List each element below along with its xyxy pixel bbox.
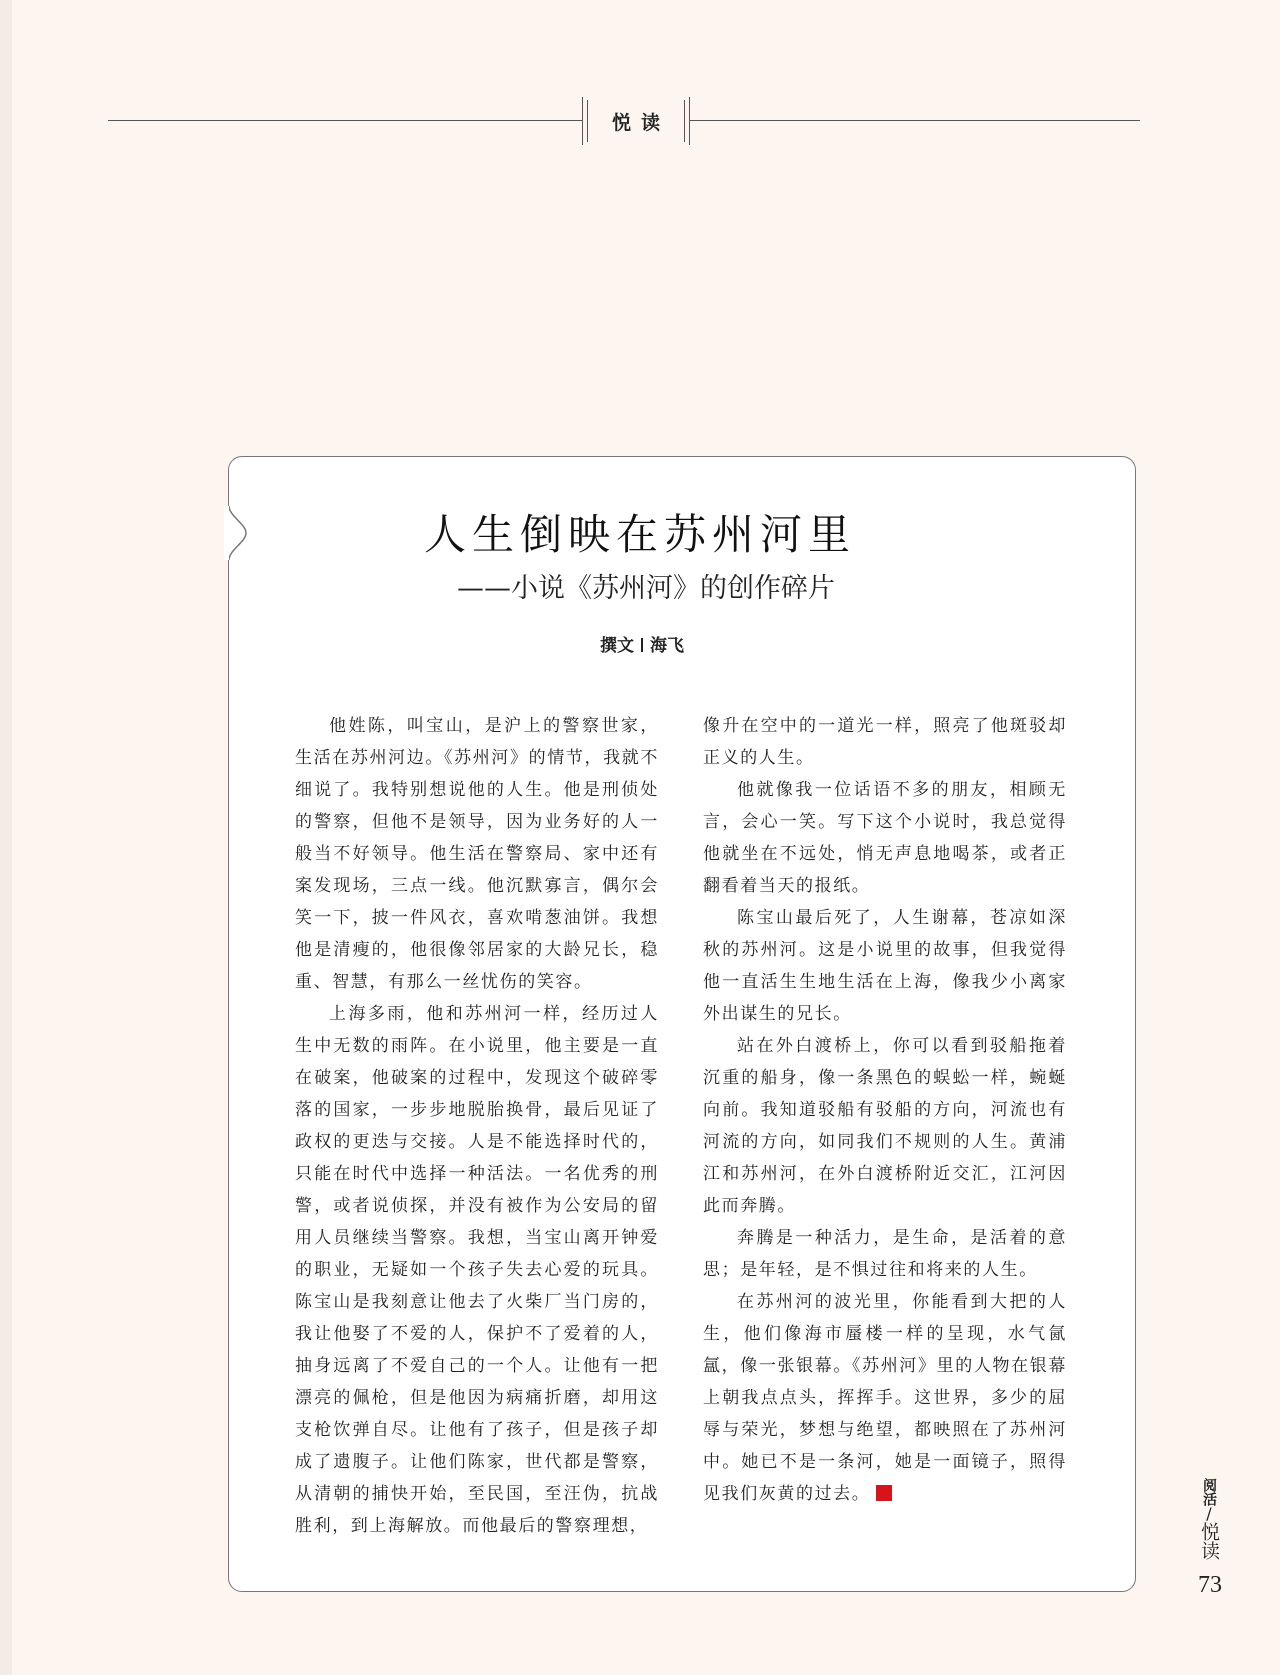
end-of-article-mark: [876, 1485, 892, 1501]
paragraph-continued: 像升在空中的一道光一样，照亮了他斑驳却正义的人生。: [703, 716, 1067, 768]
paragraph: 他姓陈，叫宝山，是沪上的警察世家，生活在苏州河边。《苏州河》的情节，我就不细说了。我特别想说他的人生。他是刑侦处的警察，但他不是领导，因为业务好的人一般当不好领导。他生活在警察局、家中还有案发现场，三点一线。他沉默寡言，偶尔会笑一下，披一件风衣，喜欢啃葱油饼。我想他是清瘦的，他很像邻居家的大龄兄长，稳重、智慧，有那么一丝忧伤的笑容。: [295, 716, 659, 992]
article-subtitle: ——小说《苏州河》的创作碎片: [457, 573, 835, 604]
paragraph: 他就像我一位话语不多的朋友，相顾无言，会心一笑。写下这个小说时，我总觉得他就坐在不远处，悄无声息地喝茶，或者正翻看着当天的报纸。: [703, 780, 1067, 896]
byline: [0, 631, 1280, 656]
final-paragraph: [703, 1286, 1067, 1510]
magazine-column-tag: [1196, 1478, 1222, 1560]
header-rule-right: [690, 120, 1140, 121]
article-title: 人生倒映在苏州河里: [423, 510, 856, 559]
page-number: 73: [1198, 1572, 1222, 1598]
author-name: 海飞: [650, 636, 684, 656]
page-edge-strip: [0, 0, 12, 1675]
column-name: 悦读: [1198, 1522, 1220, 1560]
section-header-box: [582, 97, 690, 145]
paragraph: 站在外白渡桥上，你可以看到驳船拖着沉重的船身，像一条黑色的蜈蚣一样，蜿蜒向前。我知道驳船有驳船的方向，河流也有河流的方向，如同我们不规则的人生。黄浦江和苏州河，在外白渡桥附近交汇，江河因此而奔腾。: [703, 1036, 1067, 1216]
body-column-left: [295, 710, 659, 1542]
paragraph: 奔腾是一种活力，是生命，是活着的意思；是年轻，是不惧过往和将来的人生。: [703, 1228, 1067, 1280]
magazine-name: 阅活: [1201, 1478, 1217, 1506]
body-column-right: [703, 710, 1067, 1510]
header-rule-left: [108, 120, 582, 121]
final-paragraph-text: 在苏州河的波光里，你能看到大把的人生，他们像海市蜃楼一样的呈现，水气氤氲，像一张银幕。《苏州河》里的人物在银幕上朝我点点头，挥挥手。这世界，多少的屈辱与荣光，梦想与绝望，都映照在了苏州河中。她已不是一条河，她是一面镜子，照得见我们灰黄的过去。: [703, 1292, 1067, 1504]
tag-slash: /: [1206, 1504, 1212, 1523]
section-label: 悦读: [611, 111, 670, 134]
paragraph: 陈宝山最后死了，人生谢幕，苍凉如深秋的苏州河。这是小说里的故事，但我觉得他一直活生生地生活在上海，像我少小离家外出谋生的兄长。: [703, 908, 1067, 1024]
byline-separator: [641, 638, 643, 652]
paragraph: 上海多雨，他和苏州河一样，经历过人生中无数的雨阵。在小说里，他主要是一直在破案，他破案的过程中，发现这个破碎零落的国家，一步步地脱胎换骨，最后见证了政权的更迭与交接。人是不能选择时代的，只能在时代中选择一种活法。一名优秀的刑警，或者说侦探，并没有被作为公安局的留用人员继续当警察。我想，当宝山离开钟爱的职业，无疑如一个孩子失去心爱的玩具。陈宝山是我刻意让他去了火柴厂当门房的，我让他娶了不爱的人，保护不了爱着的人，抽身远离了不爱自己的一个人。让他有一把漂亮的佩枪，但是他因为病痛折磨，却用这支枪饮弹自尽。让他有了孩子，但是孩子却成了遗腹子。让他们陈家，世代都是警察，从清朝的捕快开始，至民国，至汪伪，抗战胜利，到上海解放。而他最后的警察理想，: [295, 1004, 659, 1536]
byline-label: 撰文: [600, 636, 634, 656]
